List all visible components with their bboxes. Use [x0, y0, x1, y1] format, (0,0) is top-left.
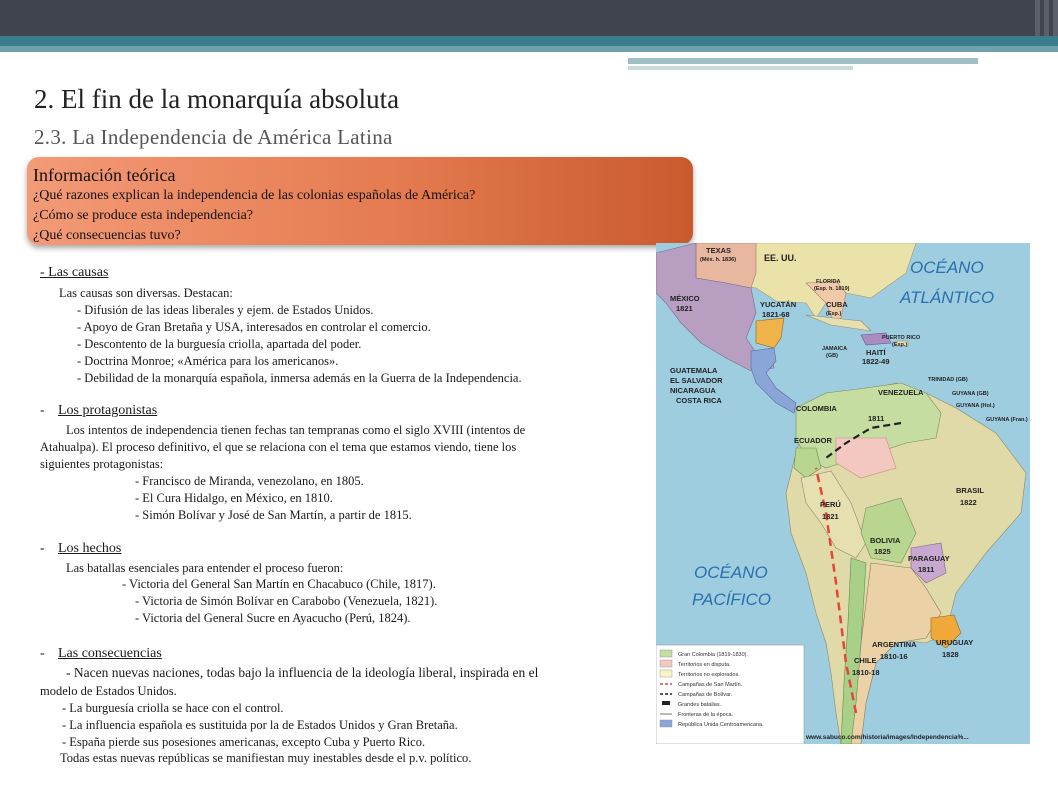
legend-label: República Unida Centroamericana.: [678, 722, 764, 728]
legend-swatch: [660, 720, 672, 727]
paragraph-line: modelo de Estados Unidos.: [40, 684, 177, 698]
map-label: CUBA: [826, 300, 848, 309]
list-item: - El Cura Hidalgo, en México, en 1810.: [135, 491, 333, 505]
map-label: FLORIDA: [816, 279, 841, 285]
slide-title: 2. El fin de la monarquía absoluta: [34, 84, 400, 114]
map-label: (Esp.): [826, 311, 842, 317]
map-label: 1821: [822, 512, 839, 521]
map-label: 1811: [868, 414, 885, 423]
map-label: NICARAGUA: [670, 386, 716, 395]
legend-swatch: [662, 701, 670, 705]
map-label: 1810-18: [852, 668, 880, 677]
info-question: ¿Qué consecuencias tuvo?: [33, 228, 181, 243]
list-item: - España pierde sus posesiones americanas, excepto Cuba y Puerto Rico.: [62, 735, 426, 749]
top-bar-stripes: [1010, 0, 1058, 36]
map-label: GUYANA (Hol.): [956, 403, 995, 409]
facts-intro: Las batallas esenciales para entender el proceso fueron:: [66, 561, 344, 575]
section-heading-protagonists: Los protagonistas: [58, 403, 158, 418]
independence-map: [656, 243, 1030, 744]
map-label: (Méx. h. 1836): [700, 257, 737, 263]
legend-label: Gran Colombia (1819-1830).: [678, 652, 749, 658]
ocean-pacific-label-1: OCÉANO: [694, 563, 768, 582]
legend-label: Fronteras de la época.: [678, 712, 734, 718]
section-heading-facts: Los hechos: [58, 541, 122, 556]
list-item: - Francisco de Miranda, venezolano, en 1805.: [135, 474, 364, 488]
accent-band: [0, 36, 1058, 46]
list-item: - Victoria del General San Martín en Chacabuco (Chile, 1817).: [122, 577, 436, 591]
list-item: - Victoria de Simón Bolívar en Carabobo (Venezuela, 1821).: [135, 594, 438, 608]
section-dash: -: [40, 541, 45, 556]
map-label: 1810-16: [880, 652, 908, 661]
map-label: PERÚ: [820, 500, 841, 509]
ocean-atlantic-label-2: ATLÁNTICO: [900, 288, 995, 307]
accent-line-short: [628, 66, 853, 70]
paragraph-line: - Nacen nuevas naciones, todas bajo la influencia de la ideología liberal, inspirada en el: [66, 665, 539, 680]
list-item: - Doctrina Monroe; «América para los americanos».: [77, 354, 339, 368]
paragraph-line: Atahualpa). El proceso definitivo, el que se relaciona con el tema que estamos viendo, tiene los: [40, 440, 517, 454]
section-heading-causes: - Las causas: [40, 265, 109, 280]
map-label: CHILE: [854, 656, 877, 665]
ocean-atlantic-label-1: OCÉANO: [910, 258, 984, 277]
section-dash: -: [40, 646, 45, 661]
list-item: - Descontento de la burguesía criolla, apartada del poder.: [77, 337, 362, 351]
map-label: EE. UU.: [764, 253, 797, 263]
list-item: - Difusión de las ideas liberales y ejem. de Estados Unidos.: [77, 303, 374, 317]
accent-line: [628, 58, 978, 64]
map-label: URUGUAY: [936, 638, 974, 647]
legend-label: Grandes batallas.: [678, 702, 722, 708]
map-label: YUCATÁN: [760, 300, 797, 309]
map-label: (GB): [826, 353, 838, 359]
paragraph-line: siguientes protagonistas:: [40, 457, 164, 471]
map-label: HAITÍ: [866, 348, 886, 357]
list-item: - Debilidad de la monarquía española, inmersa además en la Guerra de la Independencia.: [77, 371, 522, 385]
legend-label: Campañas de San Martín.: [678, 682, 743, 688]
map-label: 1825: [874, 547, 891, 556]
top-bar: [0, 0, 1058, 36]
map-label: TEXAS: [706, 246, 732, 255]
section-heading-consequences: Las consecuencias: [58, 646, 162, 661]
map-graphic: [656, 243, 1030, 744]
info-heading: Información teórica: [33, 165, 176, 185]
map-label: ECUADOR: [794, 436, 832, 445]
map-label: ARGENTINA: [872, 640, 917, 649]
map-label: 1822: [960, 498, 977, 507]
map-label: PARAGUAY: [908, 554, 950, 563]
causes-intro: Las causas son diversas. Destacan:: [59, 286, 233, 300]
info-question: ¿Qué razones explican la independencia de las colonias españolas de América?: [33, 188, 476, 203]
paragraph-line: Todas estas nuevas repúblicas se manifiestan muy inestables desde el p.v. político.: [60, 751, 472, 765]
map-label: (Esp. h. 1819): [814, 286, 850, 292]
map-label: 1822-49: [862, 357, 890, 366]
map-label: GUYANA (GB): [952, 391, 989, 397]
list-item: - Apoyo de Gran Bretaña y USA, interesados en controlar el comercio.: [77, 320, 431, 334]
section-dash: -: [40, 403, 45, 418]
map-label: COSTA RICA: [676, 396, 722, 405]
map-label: 1821: [676, 304, 693, 313]
list-item: - La burguesía criolla se hace con el control.: [62, 701, 284, 715]
map-label: 1821-68: [762, 310, 790, 319]
map-label: (Esp.): [892, 342, 908, 348]
legend-label: Territorios en disputa.: [678, 662, 731, 668]
map-source: www.sabuco.com/historia/images/Independencia%...: [806, 734, 969, 741]
map-label: 1828: [942, 650, 959, 659]
map-label: BOLIVIA: [870, 536, 901, 545]
list-item: - La influencia española es sustituida por la de Estados Unidos y Gran Bretaña.: [62, 718, 458, 732]
ocean-pacific-label-2: PACÍFICO: [692, 590, 772, 609]
legend-swatch: [660, 660, 672, 667]
map-label: TRINIDAD (GB): [928, 377, 968, 383]
map-label: COLOMBIA: [796, 404, 837, 413]
map-label: BRASIL: [956, 486, 984, 495]
legend-label: Territorios no explorados.: [678, 672, 740, 678]
slide-subtitle: 2.3. La Independencia de América Latina: [34, 125, 393, 149]
map-label: GUATEMALA: [670, 366, 718, 375]
map-label: 1811: [918, 565, 935, 574]
map-label: GUYANA (Fran.): [986, 417, 1028, 423]
legend-swatch: [660, 670, 672, 677]
map-label: VENEZUELA: [878, 388, 924, 397]
list-item: - Simón Bolívar y José de San Martín, a partir de 1815.: [135, 508, 412, 522]
accent-band-light: [0, 46, 1058, 52]
map-label: MÉXICO: [670, 294, 700, 303]
info-question: ¿Cómo se produce esta independencia?: [33, 208, 254, 223]
map-label: JAMAICA: [822, 346, 848, 352]
list-item: - Victoria del General Sucre en Ayacucho (Perú, 1824).: [135, 611, 411, 625]
map-label: PUERTO RICO: [882, 335, 921, 341]
map-label: EL SALVADOR: [670, 376, 723, 385]
paragraph-line: Los intentos de independencia tienen fechas tan tempranas como el siglo XVIII (intentos de: [66, 423, 526, 437]
legend-label: Campañas de Bolívar.: [678, 692, 733, 698]
legend-swatch: [660, 650, 672, 657]
